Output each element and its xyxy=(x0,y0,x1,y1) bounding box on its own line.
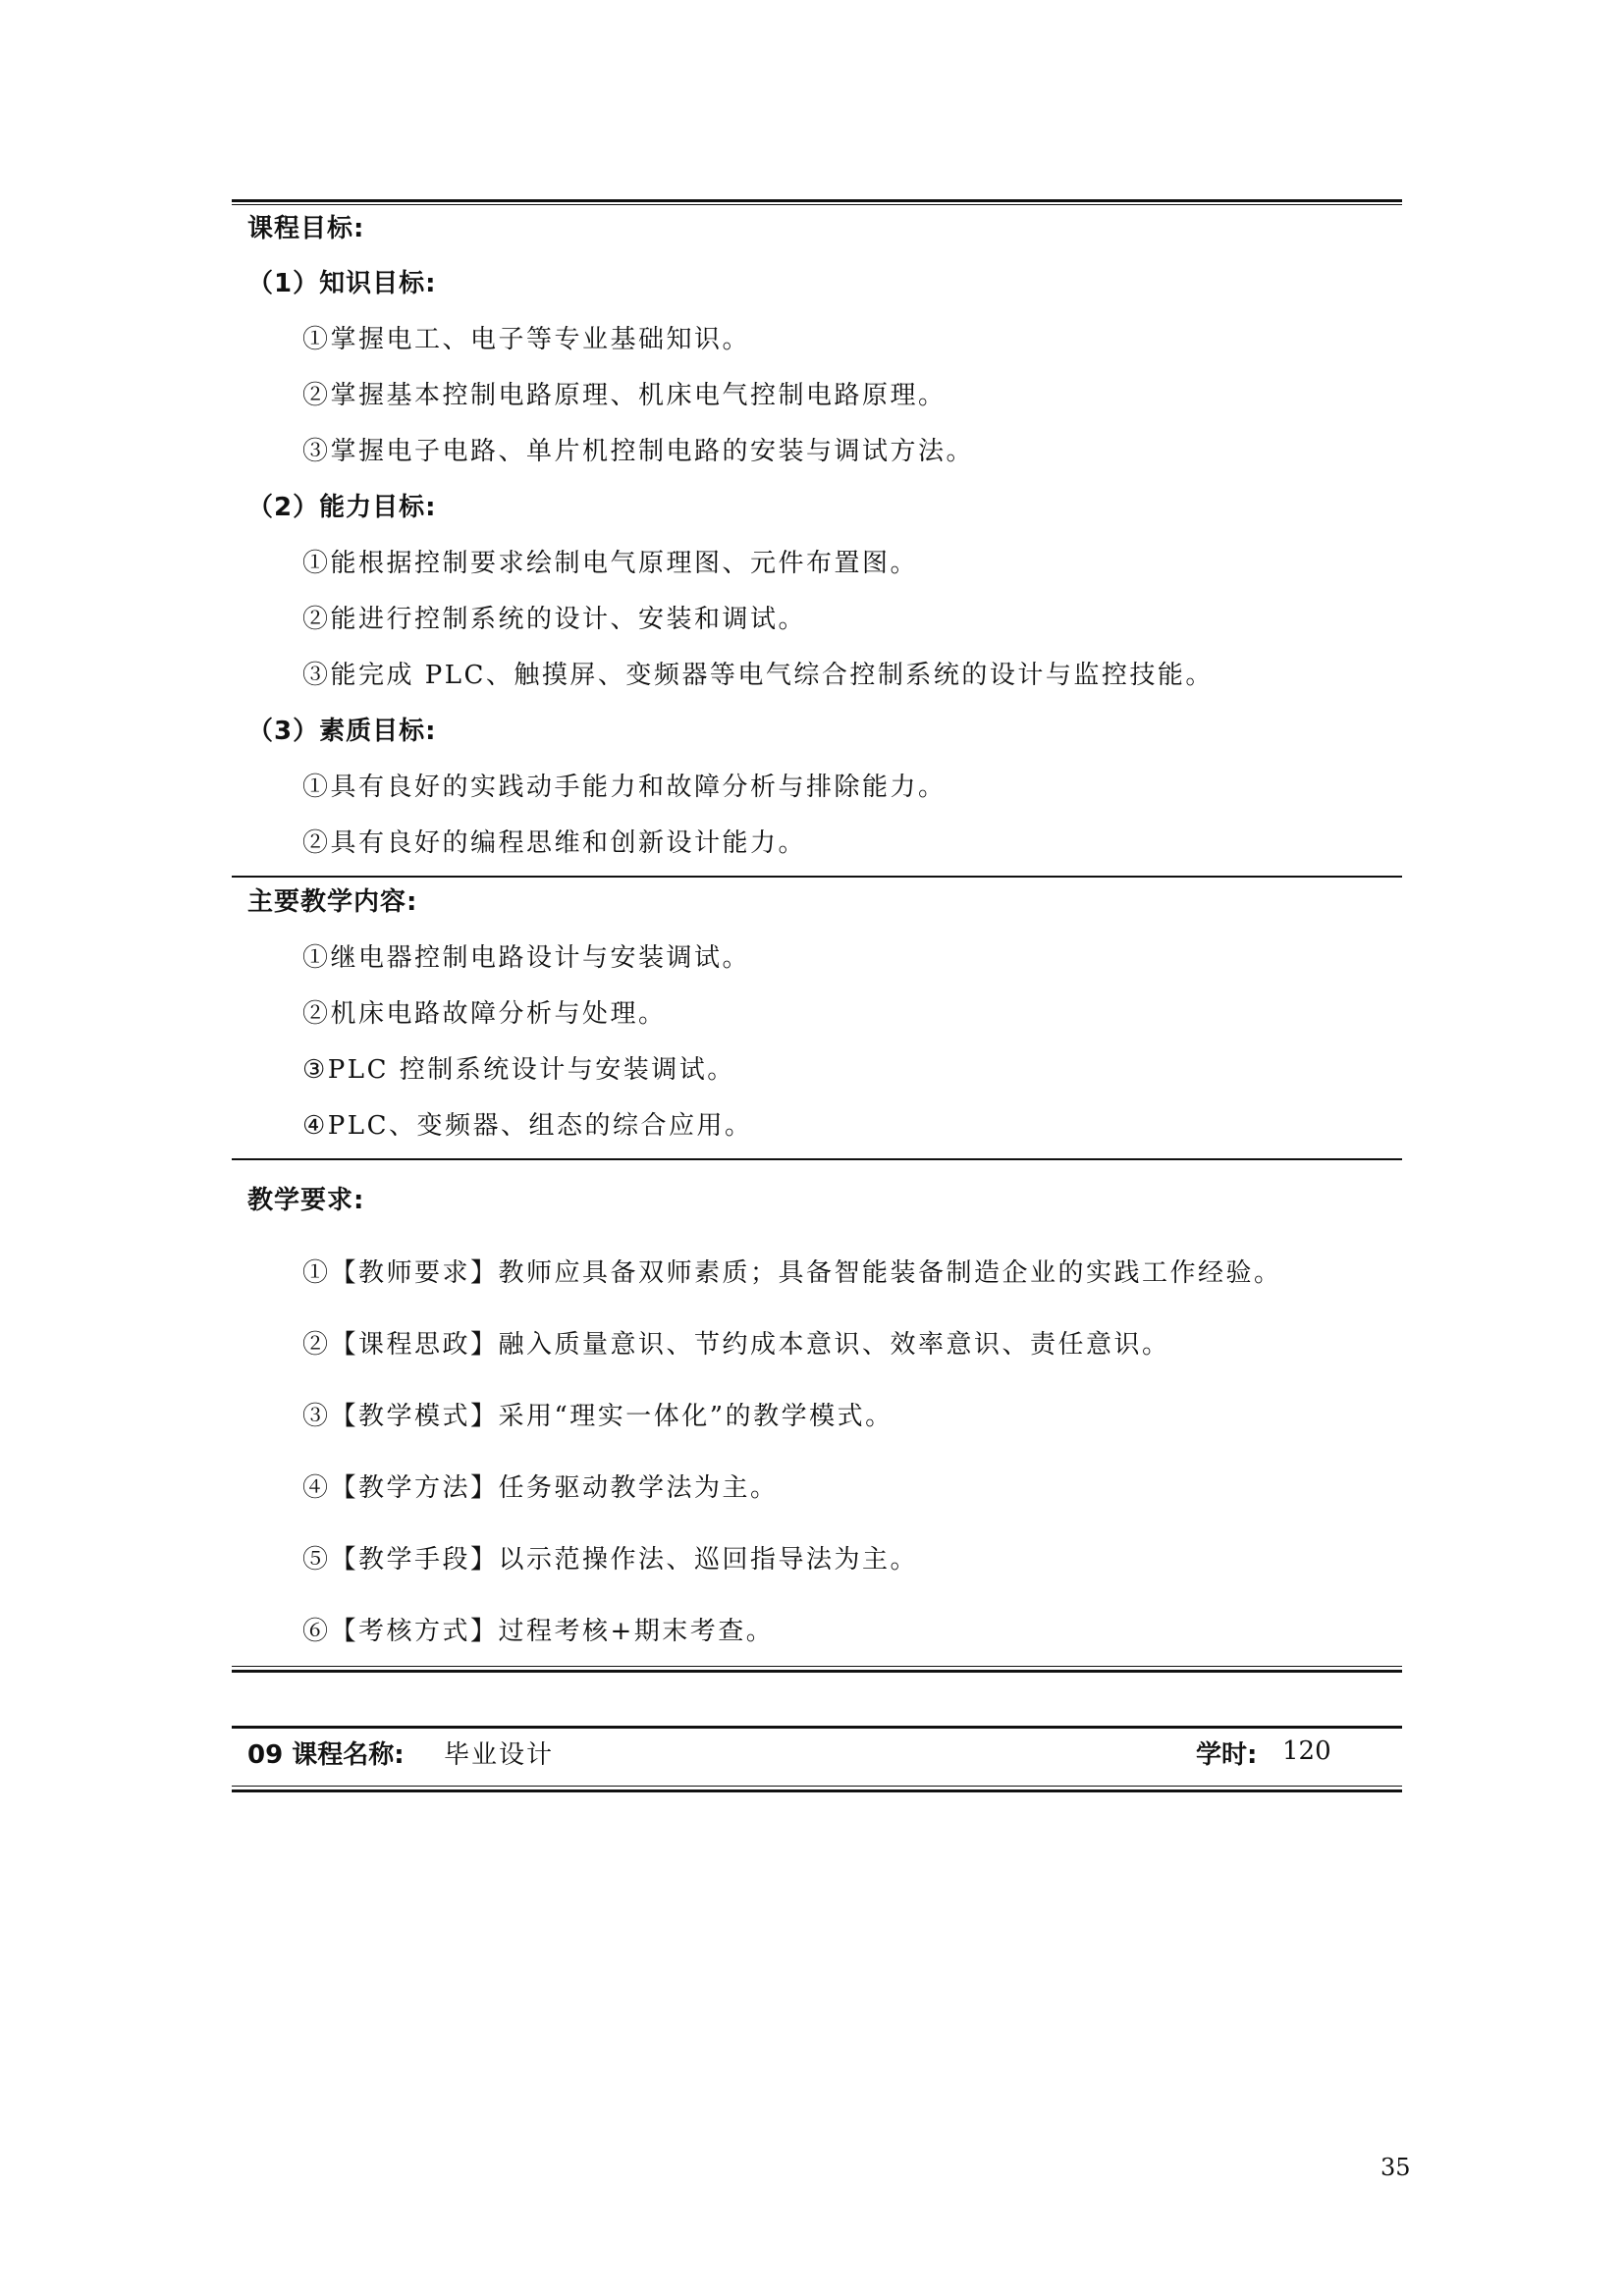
requirements-top-rule xyxy=(232,1158,1402,1160)
top-rule-thin xyxy=(232,204,1402,205)
content-item-4: ④PLC、变频器、组态的综合应用。 xyxy=(302,1111,753,1141)
ability-item-3: ③能完成 PLC、触摸屏、变频器等电气综合控制系统的设计与监控技能。 xyxy=(302,661,1214,690)
course-hours-label: 学时: xyxy=(1196,1740,1258,1770)
ability-heading: （2）能力目标: xyxy=(247,493,437,522)
content-item-2: ②机床电路故障分析与处理。 xyxy=(302,999,667,1029)
page-number: 35 xyxy=(1380,2154,1411,2181)
knowledge-item-1: ①掌握电工、电子等专业基础知识。 xyxy=(302,325,751,354)
section-bottom-rule-thin xyxy=(232,1666,1402,1667)
ability-item-1: ①能根据控制要求绘制电气原理图、元件布置图。 xyxy=(302,549,919,578)
section-bottom-rule-thick xyxy=(232,1670,1402,1673)
top-rule-thick xyxy=(232,199,1402,202)
content-title: 主要教学内容: xyxy=(247,887,418,917)
content-item-3: ③PLC 控制系统设计与安装调试。 xyxy=(302,1055,735,1085)
content-top-rule xyxy=(232,876,1402,878)
requirement-item-6: ⑥【考核方式】过程考核+期末考查。 xyxy=(302,1617,775,1646)
requirement-item-1: ①【教师要求】教师应具备双师素质；具备智能装备制造企业的实践工作经验。 xyxy=(302,1258,1282,1288)
quality-heading: （3）素质目标: xyxy=(247,717,437,746)
goals-title: 课程目标: xyxy=(247,214,365,243)
knowledge-item-2: ②掌握基本控制电路原理、机床电气控制电路原理。 xyxy=(302,381,947,410)
knowledge-item-3: ③掌握电子电路、单片机控制电路的安装与调试方法。 xyxy=(302,437,975,466)
quality-item-2: ②具有良好的编程思维和创新设计能力。 xyxy=(302,828,807,858)
course-hours-value: 120 xyxy=(1282,1736,1331,1766)
ability-item-2: ②能进行控制系统的设计、安装和调试。 xyxy=(302,605,807,634)
course-header-bottom-rule-thick xyxy=(232,1789,1402,1792)
requirement-item-4: ④【教学方法】任务驱动教学法为主。 xyxy=(302,1473,779,1503)
requirements-title: 教学要求: xyxy=(247,1186,365,1215)
content-item-1: ①继电器控制电路设计与安装调试。 xyxy=(302,943,751,973)
requirement-item-2: ②【课程思政】融入质量意识、节约成本意识、效率意识、责任意识。 xyxy=(302,1330,1170,1360)
requirement-item-5: ⑤【教学手段】以示范操作法、巡回指导法为主。 xyxy=(302,1545,919,1575)
course-name-value: 毕业设计 xyxy=(444,1740,555,1770)
knowledge-heading: （1）知识目标: xyxy=(247,269,437,298)
course-header-top-rule xyxy=(232,1726,1402,1729)
requirement-item-3: ③【教学模式】采用“理实一体化”的教学模式。 xyxy=(302,1402,893,1431)
course-name-label: 09 课程名称: xyxy=(247,1740,405,1770)
course-header-bottom-rule-thin xyxy=(232,1786,1402,1787)
quality-item-1: ①具有良好的实践动手能力和故障分析与排除能力。 xyxy=(302,773,947,802)
